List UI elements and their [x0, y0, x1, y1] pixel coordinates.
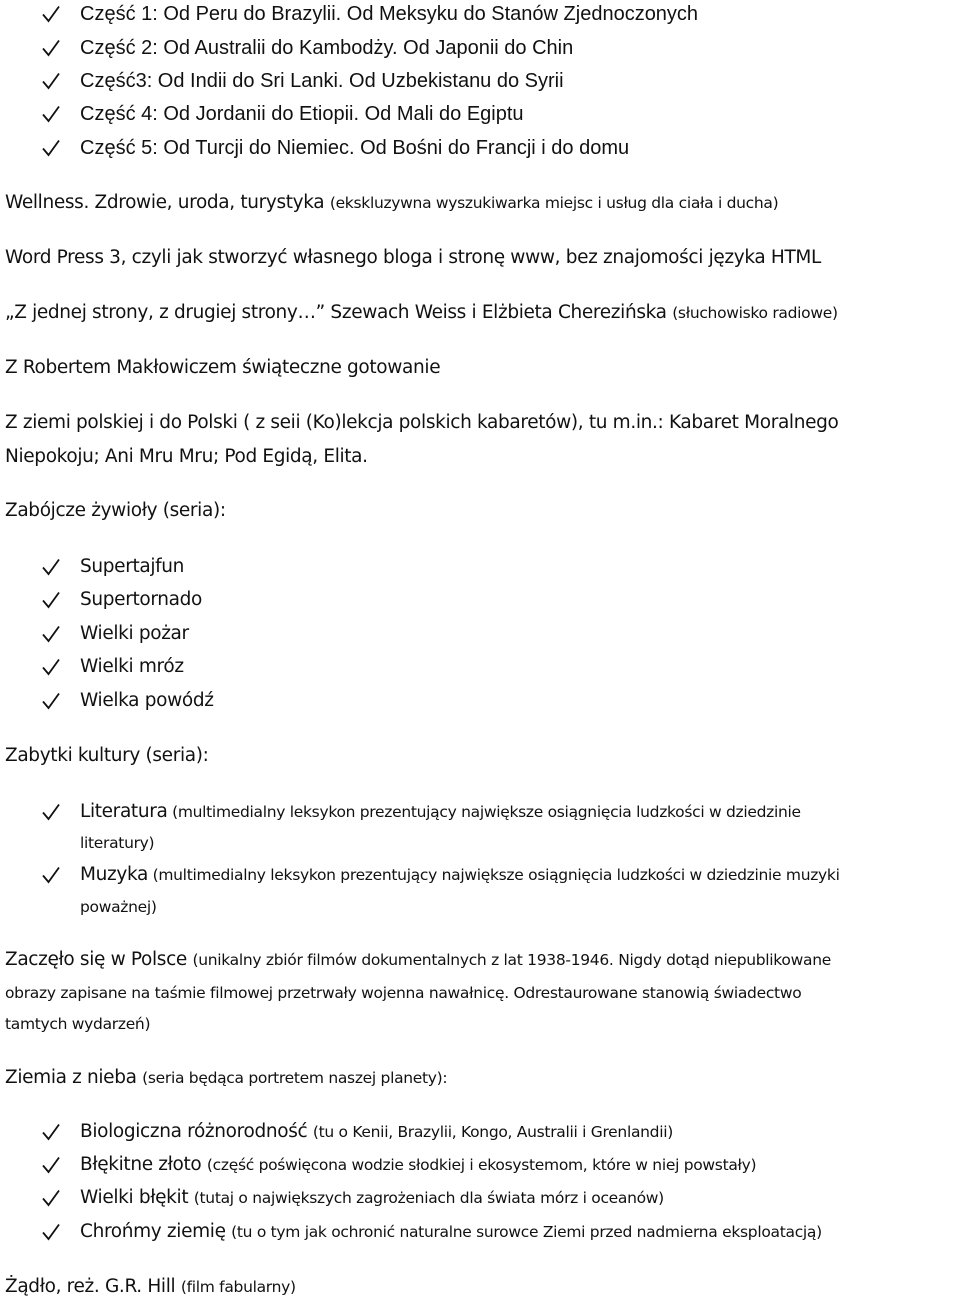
checkmark-icon — [40, 801, 62, 823]
list-item-note: poważnej) — [80, 898, 157, 916]
list-item-note: (tutaj o największych zagrożeniach dla świata mórz i oceanów) — [193, 1189, 664, 1207]
list-item-note: (tu o Kenii, Brazylii, Kongo, Australii i Grenlandii) — [312, 1123, 673, 1141]
checkmark-icon — [40, 864, 62, 886]
zaczelo-note: tamtych wydarzeń) — [5, 1015, 151, 1033]
ziemia-note: (seria będąca portretem naszej planety): — [142, 1069, 448, 1087]
wellness-title: Wellness. Zdrowie, uroda, turystyka — [5, 192, 325, 213]
list-item — [80, 1187, 664, 1209]
checkmark-icon — [40, 137, 62, 159]
list-item — [80, 801, 801, 823]
list-item-note-cont — [80, 832, 154, 854]
zaczelo-note: (unikalny zbiór filmów dokumentalnych z lat 1938-1946. Nigdy dotąd niepublikowane — [192, 951, 831, 969]
list-item — [80, 864, 840, 886]
list-item-title: Wielki błękit — [80, 1187, 194, 1208]
z-jednej-strony-note: (słuchowisko radiowe) — [672, 304, 838, 322]
list-item: Część 2: Od Australii do Kambodży. Od Japonii do Chin — [80, 37, 574, 59]
zadlo-title: Żądło, reż. G.R. Hill — [5, 1276, 181, 1297]
maklowicz-entry: Z Robertem Makłowiczem świąteczne gotowanie — [5, 357, 441, 378]
checkmark-icon — [40, 70, 62, 92]
checkmark-icon — [40, 690, 62, 712]
list-item: Część3: Od Indii do Sri Lanki. Od Uzbekistanu do Syrii — [80, 70, 564, 92]
checkmark-icon — [40, 3, 62, 25]
checkmark-icon — [40, 656, 62, 678]
list-item-title: Biologiczna różnorodność — [80, 1121, 313, 1142]
wordpress-entry: Word Press 3, czyli jak stworzyć własnego bloga i stronę www, bez znajomości języka HTML — [5, 247, 821, 268]
list-item-title: Błękitne złoto — [80, 1154, 207, 1175]
list-item-title: Literatura — [80, 801, 168, 822]
list-item — [80, 1121, 673, 1143]
zywioly-heading: Zabójcze żywioły (seria): — [5, 500, 226, 521]
list-item: Wielki mróz — [80, 656, 184, 677]
checkmark-icon — [40, 103, 62, 125]
zaczelo-note: obrazy zapisane na taśmie filmowej przetrwały wojenna nawałnicę. Odrestaurowane stanowią świadectwo — [5, 984, 802, 1002]
ziemia-heading — [5, 1067, 447, 1089]
ziemia-title: Ziemia z nieba — [5, 1067, 143, 1088]
zadlo-entry — [5, 1276, 296, 1298]
list-item: Część 5: Od Turcji do Niemiec. Od Bośni do Francji i do domu — [80, 137, 630, 159]
list-item — [80, 1154, 756, 1176]
zaczelo-entry — [5, 949, 831, 971]
list-item-note-cont — [80, 896, 157, 918]
zadlo-note: (film fabularny) — [180, 1278, 296, 1296]
list-item: Supertajfun — [80, 556, 185, 577]
zabytki-heading: Zabytki kultury (seria): — [5, 745, 209, 766]
z-jednej-strony-entry — [5, 302, 838, 324]
list-item-note: (multimedialny leksykon prezentujący największe osiągnięcia ludzkości w dziedzinie — [167, 803, 801, 821]
checkmark-icon — [40, 1154, 62, 1176]
checkmark-icon — [40, 37, 62, 59]
z-jednej-strony-title: „Z jednej strony, z drugiej strony…” — [5, 302, 325, 323]
zaczelo-line-2 — [5, 982, 801, 1004]
list-item-title: Chrońmy ziemię — [80, 1221, 232, 1242]
wellness-note: (ekskluzywna wyszukiwarka miejsc i usług dla ciała i ducha) — [329, 194, 779, 212]
checkmark-icon — [40, 623, 62, 645]
z-jednej-strony-authors: Szewach Weiss i Elżbieta Cherezińska — [324, 302, 673, 323]
zaczelo-line-3 — [5, 1013, 150, 1035]
checkmark-icon — [40, 1121, 62, 1143]
list-item: Wielki pożar — [80, 623, 189, 644]
checkmark-icon — [40, 1187, 62, 1209]
list-item: Część 1: Od Peru do Brazylii. Od Meksyku do Stanów Zjednoczonych — [80, 3, 699, 25]
kabarety-line-2: Niepokoju; Ani Mru Mru; Pod Egidą, Elita. — [5, 446, 368, 467]
list-item: Część 4: Od Jordanii do Etiopii. Od Mali do Egiptu — [80, 103, 524, 125]
checkmark-icon — [40, 1221, 62, 1243]
list-item — [80, 1221, 822, 1243]
kabarety-line-1: Z ziemi polskiej i do Polski ( z seii (Ko)lekcja polskich kabaretów), tu m.in.: Kabaret Moralnego — [5, 412, 839, 433]
zaczelo-title: Zaczęło się w Polsce — [5, 949, 193, 970]
list-item: Supertornado — [80, 589, 202, 610]
list-item-title: Muzyka — [80, 864, 148, 885]
list-item-note: literatury) — [80, 834, 155, 852]
checkmark-icon — [40, 556, 62, 578]
list-item-note: (tu o tym jak ochronić naturalne surowce Ziemi przed nadmierna eksploatacją) — [231, 1223, 822, 1241]
wellness-entry — [5, 192, 778, 214]
list-item-note: (część poświęcona wodzie słodkiej i ekosystemom, które w niej powstały) — [206, 1156, 757, 1174]
list-item: Wielka powódź — [80, 690, 214, 711]
checkmark-icon — [40, 589, 62, 611]
list-item-note: (multimedialny leksykon prezentujący największe osiągnięcia ludzkości w dziedzinie muzyki — [147, 866, 840, 884]
